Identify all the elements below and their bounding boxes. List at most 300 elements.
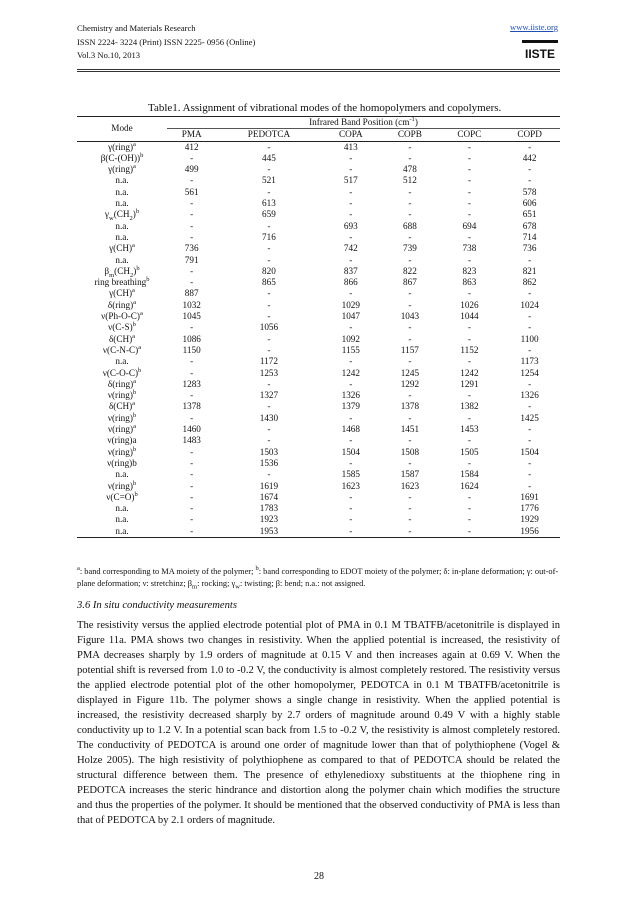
mode-cell: $\beta_m(CH_2)^b$	[104, 264, 140, 279]
value-cell: -	[267, 186, 271, 197]
value-cell: -	[190, 209, 194, 220]
value-cell: 521	[262, 175, 276, 186]
table-row	[77, 300, 560, 311]
table-row	[77, 322, 560, 333]
value-cell: -	[408, 457, 412, 468]
value-cell: 867	[403, 277, 417, 288]
value-cell: 1292	[400, 378, 420, 389]
value-cell: -	[190, 198, 194, 209]
value-cell: 561	[184, 186, 199, 197]
column-header-pedotca: PEDOTCA	[216, 129, 321, 141]
mode-cell: ν(ring)a	[107, 435, 137, 446]
table-row	[77, 356, 560, 367]
table-row	[77, 243, 560, 254]
value-cell: 445	[262, 152, 276, 163]
value-cell: -	[408, 186, 412, 197]
mode-cell: $\gamma_w(CH_2)^b$	[104, 208, 140, 223]
table-row	[77, 458, 560, 469]
value-cell: 1378	[400, 401, 420, 412]
value-cell: -	[467, 412, 471, 423]
journal-issn: ISSN 2224- 3224 (Print) ISSN 2225- 0956 (Online)	[77, 36, 256, 47]
table-row	[77, 334, 560, 345]
value-cell: 1929	[520, 514, 539, 525]
value-cell: -	[467, 514, 471, 525]
value-cell: -	[408, 503, 412, 514]
value-cell: 1584	[460, 469, 479, 480]
value-cell: -	[528, 311, 532, 322]
value-cell: 736	[184, 243, 199, 254]
value-cell: -	[408, 356, 412, 367]
mode-cell: ν(ring)$^b$	[107, 479, 137, 491]
value-cell: 865	[262, 277, 276, 288]
value-cell: -	[267, 288, 271, 299]
value-cell: 1152	[460, 344, 479, 355]
value-cell: -	[190, 175, 194, 186]
value-cell: -	[267, 435, 271, 446]
value-cell: 1327	[259, 390, 279, 401]
column-header-copd: COPD	[499, 129, 560, 141]
value-cell: -	[267, 424, 271, 435]
table-row	[77, 368, 560, 379]
value-cell: -	[349, 186, 353, 197]
mode-cell: ν(ring)$^b$	[107, 411, 137, 423]
value-cell: -	[467, 288, 471, 299]
value-cell: -	[349, 503, 353, 514]
table-row	[77, 221, 560, 232]
value-cell: 738	[462, 243, 477, 254]
value-cell: 694	[462, 220, 477, 231]
journal-info	[77, 22, 255, 63]
value-cell: 1245	[400, 367, 420, 378]
value-cell: -	[528, 401, 532, 412]
value-cell: 837	[343, 265, 358, 276]
value-cell: -	[528, 469, 532, 480]
value-cell: -	[467, 231, 471, 242]
value-cell: 659	[262, 209, 276, 220]
value-cell: 1783	[259, 503, 279, 514]
value-cell: -	[267, 311, 271, 322]
value-cell: -	[349, 152, 353, 163]
mode-cell: δ(ring)$^a$	[107, 298, 137, 310]
value-cell: -	[440, 526, 500, 538]
value-cell: 1451	[400, 424, 420, 435]
logo-text: IISTE	[524, 47, 556, 61]
table-row	[77, 175, 560, 186]
value-cell: -	[190, 277, 194, 288]
mode-cell: γ(ring)$^a$	[108, 163, 136, 175]
value-cell: -	[467, 198, 471, 209]
table-row	[77, 164, 560, 175]
value-cell: -	[190, 356, 194, 367]
value-cell: 736	[522, 243, 537, 254]
value-cell: -	[190, 446, 194, 457]
value-cell: -	[467, 356, 471, 367]
column-header-copc: COPC	[440, 129, 500, 141]
value-cell: 1155	[341, 344, 360, 355]
iiste-logo	[522, 38, 558, 62]
value-cell: 578	[522, 186, 537, 197]
value-cell: -	[190, 491, 194, 502]
column-header-copb: COPB	[380, 129, 440, 141]
value-cell: 1382	[460, 401, 479, 412]
value-cell: 1378	[182, 401, 201, 412]
column-header-pma: PMA	[167, 129, 216, 141]
value-cell: -	[349, 231, 353, 242]
value-cell: -	[408, 435, 412, 446]
value-cell: -	[190, 152, 194, 163]
table-row	[77, 232, 560, 243]
table-row	[77, 255, 560, 266]
mode-cell: ν(ring)$^b$	[107, 389, 137, 401]
value-cell: -	[349, 356, 353, 367]
value-cell: -	[467, 322, 471, 333]
value-cell: 1254	[520, 367, 539, 378]
value-cell: -	[408, 333, 412, 344]
value-cell: 651	[522, 209, 537, 220]
value-cell: -	[408, 198, 412, 209]
vibrational-modes-table	[77, 116, 560, 538]
value-cell: 1157	[400, 344, 419, 355]
value-cell: -	[528, 141, 532, 152]
value-cell: 442	[522, 152, 537, 163]
mode-cell: ring breathing$^b$	[94, 276, 150, 288]
table-row	[77, 424, 560, 435]
value-cell: 742	[343, 243, 358, 254]
page-number: 28	[314, 871, 324, 882]
value-cell: -	[408, 231, 412, 242]
value-cell: -	[190, 503, 194, 514]
value-cell: 412	[184, 141, 199, 152]
value-cell: 821	[522, 265, 537, 276]
mode-cell: ν(ring)$^a$	[108, 422, 136, 435]
mode-header: Mode	[77, 117, 167, 142]
table-row	[77, 503, 560, 514]
value-cell: -	[528, 378, 532, 389]
column-header-copa: COPA	[321, 129, 380, 141]
value-cell: 823	[462, 265, 477, 276]
value-cell: 1242	[341, 367, 360, 378]
value-cell: 1045	[182, 311, 201, 322]
value-cell: -	[190, 265, 194, 276]
value-cell: 1326	[520, 390, 539, 401]
table-row	[77, 187, 560, 198]
table-row	[77, 379, 560, 390]
table-body	[77, 141, 560, 537]
table-footnote: $^a$: band corresponding to MA moiety of the polymer; $^b$: band corresponding to EDOT moiety of the polymer; δ: in-plane deformation; γ: out-of-plane deformation; ν: stretchinz; $\beta_m$: rocking; $\gamma_w$: twisting; β: bend; n.a.: not assigned.	[77, 565, 559, 591]
value-cell: -	[349, 254, 353, 265]
table-row	[77, 435, 560, 446]
value-cell: -	[528, 254, 532, 265]
value-cell: 1425	[520, 412, 539, 423]
value-cell: 887	[184, 288, 199, 299]
value-cell: -	[349, 457, 353, 468]
header-rule	[77, 69, 560, 70]
value-cell: 413	[343, 141, 358, 152]
value-cell: -	[528, 288, 532, 299]
value-cell: -	[467, 491, 471, 502]
value-cell: 1585	[341, 469, 360, 480]
value-cell: 1047	[341, 311, 360, 322]
value-cell: -	[467, 333, 471, 344]
table-row	[77, 492, 560, 503]
value-cell: 678	[522, 220, 537, 231]
mode-cell: n.a.	[77, 526, 167, 538]
value-cell: 499	[184, 164, 199, 175]
value-cell: -	[467, 164, 471, 175]
value-cell: -	[190, 457, 194, 468]
value-cell: -	[528, 322, 532, 333]
value-cell: 862	[522, 277, 537, 288]
value-cell: 739	[403, 243, 417, 254]
value-cell: 1508	[400, 446, 420, 457]
mode-cell: n.a.	[115, 469, 129, 480]
table-row	[77, 153, 560, 164]
value-cell: -	[349, 491, 353, 502]
value-cell: 1291	[460, 378, 479, 389]
mode-cell: n.a.	[115, 198, 129, 209]
value-cell: -	[267, 401, 271, 412]
value-cell: -	[349, 435, 353, 446]
value-cell: -	[267, 469, 271, 480]
mode-cell: $\nu(C-N-C)^a$	[102, 343, 142, 355]
value-cell: 1460	[182, 424, 201, 435]
table-row	[77, 277, 560, 288]
value-cell: -	[380, 526, 440, 538]
value-cell: 1253	[259, 367, 279, 378]
value-cell: 1468	[341, 424, 360, 435]
value-cell: 1032	[182, 299, 201, 310]
table-row	[77, 345, 560, 356]
journal-name: Chemistry and Materials Research	[77, 23, 196, 33]
value-cell: -	[467, 254, 471, 265]
value-cell: -	[528, 480, 532, 491]
mode-cell: δ(CH)$^a$	[108, 400, 136, 412]
value-cell: 1691	[520, 491, 539, 502]
value-cell: -	[528, 164, 532, 175]
value-cell: 822	[403, 265, 417, 276]
value-cell: 1587	[400, 469, 420, 480]
value-cell: 1056	[259, 322, 279, 333]
value-cell: -	[190, 220, 194, 231]
value-cell: -	[349, 209, 353, 220]
value-cell: -	[467, 152, 471, 163]
value-cell: 1172	[259, 356, 278, 367]
table-row	[77, 401, 560, 412]
value-cell: 791	[184, 254, 199, 265]
value-cell: 1150	[182, 344, 201, 355]
value-cell: 1956	[499, 526, 560, 538]
value-cell: -	[408, 209, 412, 220]
value-cell: -	[528, 344, 532, 355]
value-cell: -	[408, 141, 412, 152]
table-row	[77, 481, 560, 492]
table-row	[77, 413, 560, 424]
table-caption: Table1. Assignment of vibrational modes of the homopolymers and copolymers.	[148, 102, 502, 114]
mode-cell: n.a.	[115, 503, 129, 514]
value-cell: 866	[343, 277, 358, 288]
value-cell: 714	[522, 231, 537, 242]
value-cell: 863	[462, 277, 477, 288]
value-cell: -	[408, 299, 412, 310]
value-cell: -	[408, 288, 412, 299]
value-cell: -	[528, 424, 532, 435]
mode-cell: $\beta(C-(OH))^b$	[100, 151, 144, 163]
value-cell: -	[190, 367, 194, 378]
value-cell: 1619	[259, 480, 279, 491]
value-cell: -	[267, 333, 271, 344]
value-cell: -	[408, 254, 412, 265]
value-cell: -	[190, 514, 194, 525]
value-cell: -	[528, 457, 532, 468]
value-cell: -	[467, 141, 471, 152]
value-cell: -	[349, 288, 353, 299]
value-cell: -	[408, 412, 412, 423]
value-cell: -	[528, 175, 532, 186]
value-cell: -	[267, 164, 271, 175]
table-row	[77, 469, 560, 480]
mode-cell: γ(ring)$^a$	[108, 140, 136, 152]
mode-cell: n.a.	[115, 356, 129, 367]
value-cell: 1173	[520, 356, 539, 367]
value-cell: 820	[262, 265, 276, 276]
mode-cell: ν(C=O)$^b$	[106, 490, 138, 502]
value-cell: 1086	[182, 333, 201, 344]
value-cell: -	[267, 243, 271, 254]
value-cell: -	[349, 412, 353, 423]
value-cell: -	[349, 322, 353, 333]
value-cell: 1283	[182, 378, 201, 389]
value-cell: 1505	[460, 446, 479, 457]
value-cell: -	[267, 141, 271, 152]
table-row	[77, 390, 560, 401]
value-cell: -	[267, 344, 271, 355]
value-cell: 1379	[341, 401, 360, 412]
value-cell: -	[467, 457, 471, 468]
table-row	[77, 288, 560, 299]
value-cell: 1483	[182, 435, 201, 446]
table-row	[77, 209, 560, 220]
mode-cell: γ(CH)$^a$	[109, 287, 135, 299]
value-cell: -	[408, 322, 412, 333]
value-cell: 1043	[400, 311, 420, 322]
value-cell: -	[190, 480, 194, 491]
value-cell: 613	[262, 198, 276, 209]
value-cell: -	[408, 152, 412, 163]
value-cell: 688	[403, 220, 417, 231]
table-row	[77, 514, 560, 525]
mode-cell: $\nu(C-S)^b$	[108, 321, 136, 333]
value-cell: -	[349, 378, 353, 389]
section-paragraph: The resistivity versus the applied electrode potential plot of PMA in 0.1 M TBATFB/acetonitrile is displayed in Figure 11a. PMA shows two changes in resistivity. When the applied potential is increased, the resistivity of PMA decreases sharply by 1.9 orders of magnitude at 0.15 V and then increases again at 0.69 V. When the potential shift is reversed from 1.0 to -0.2 V, the conductivity is almost completely restored. The resistivity versus the applied electrode potential plot of the other homopolymer, PEDOTCA in 0.1 M TBATFB/acetonitrile is displayed in Figure 11b. The polymer shows a single change in resistivity. When the applied potential is increased, the resistivity decreased sharply by 2.7 orders of magnitude around 0.49 V with a highly stable conductivity up to 1.2 V. In a potential scan back from 1.5 to -0.2 V, the resistivity is almost completely restored. The conductivity of PEDOTCA is around one order of magnitude lower than that of polythiophene (Vogel & Holze 2005). The high resistivity of polythiophene as compared to that of PEDOTCA should be related the structural difference between them. The presence of ethylenedioxy substituents at the thiophene ring in PEDOTCA increases the steric hindrance and distortion along the polymer chain which modifies the structure and thus the properties of the polymer. It should be mentioned that the observed conductivity of PMA is less than that of PEDOTCA by 2.1 orders of magnitude.	[77, 620, 560, 826]
mode-cell: δ(CH)$^a$	[108, 332, 136, 344]
value-cell: 606	[522, 198, 537, 209]
header-rule-2	[77, 71, 560, 72]
value-cell: -	[190, 231, 194, 242]
value-cell: 1674	[259, 491, 279, 502]
value-cell: -	[190, 469, 194, 480]
value-cell: 1326	[341, 390, 360, 401]
value-cell: 1430	[259, 412, 279, 423]
value-cell: -	[467, 209, 471, 220]
value-cell: 1024	[520, 299, 539, 310]
value-cell: 716	[262, 231, 276, 242]
value-cell: 1029	[341, 299, 360, 310]
value-cell: -	[349, 198, 353, 209]
value-cell: -	[167, 526, 216, 538]
journal-url-link[interactable]: www.iiste.org	[510, 22, 558, 32]
value-cell: -	[349, 514, 353, 525]
value-cell: -	[190, 412, 194, 423]
mode-cell: δ(ring)$^a$	[107, 377, 137, 389]
table-row	[77, 141, 560, 153]
value-cell: 1623	[341, 480, 360, 491]
value-cell: 1623	[400, 480, 420, 491]
value-cell: 1953	[216, 526, 321, 538]
value-cell: 1504	[341, 446, 360, 457]
value-cell: -	[349, 164, 353, 175]
value-cell: -	[408, 514, 412, 525]
value-cell: -	[467, 435, 471, 446]
value-cell: -	[190, 322, 194, 333]
value-cell: 1242	[460, 367, 479, 378]
value-cell: 693	[343, 220, 358, 231]
value-cell: 1453	[460, 424, 479, 435]
mode-cell: $\nu(C-O-C)^b$	[102, 366, 142, 378]
value-cell: 1624	[460, 480, 479, 491]
mode-cell: n.a.	[115, 514, 129, 525]
value-cell: 1536	[259, 457, 279, 468]
value-cell: -	[190, 390, 194, 401]
value-cell: -	[267, 220, 271, 231]
mode-cell: ν(ring)$^b$	[107, 445, 137, 457]
mode-cell: n.a.	[115, 175, 129, 186]
table-row	[77, 526, 560, 538]
value-cell: 1026	[460, 299, 479, 310]
value-cell: -	[467, 175, 471, 186]
value-cell: 1503	[259, 446, 279, 457]
value-cell: 478	[403, 164, 417, 175]
mode-cell: n.a.	[115, 254, 129, 265]
value-cell: -	[321, 526, 380, 538]
value-cell: 517	[343, 175, 358, 186]
value-cell: -	[267, 378, 271, 389]
table-row	[77, 311, 560, 322]
mode-cell: n.a.	[115, 231, 129, 242]
table-row	[77, 447, 560, 458]
table-row	[77, 198, 560, 209]
section-heading: 3.6 In situ conductivity measurements	[77, 600, 237, 611]
value-cell: 1044	[460, 311, 479, 322]
value-cell: 1923	[259, 514, 279, 525]
journal-volume: Vol.3 No.10, 2013	[77, 50, 141, 60]
mode-cell: n.a.	[115, 186, 129, 197]
value-cell: -	[408, 491, 412, 502]
value-cell: 1504	[520, 446, 539, 457]
value-cell: -	[267, 254, 271, 265]
value-cell: -	[267, 299, 271, 310]
value-cell: -	[467, 186, 471, 197]
value-cell: 1100	[520, 333, 539, 344]
mode-cell: γ(CH)$^a$	[109, 242, 135, 254]
band-position-header: Infrared Band Position $(cm^{-1})$	[167, 117, 560, 129]
value-cell: -	[467, 390, 471, 401]
mode-cell: n.a.	[115, 220, 129, 231]
value-cell: -	[408, 390, 412, 401]
value-cell: 1092	[341, 333, 360, 344]
value-cell: 512	[403, 175, 417, 186]
value-cell: -	[528, 435, 532, 446]
value-cell: -	[467, 503, 471, 514]
